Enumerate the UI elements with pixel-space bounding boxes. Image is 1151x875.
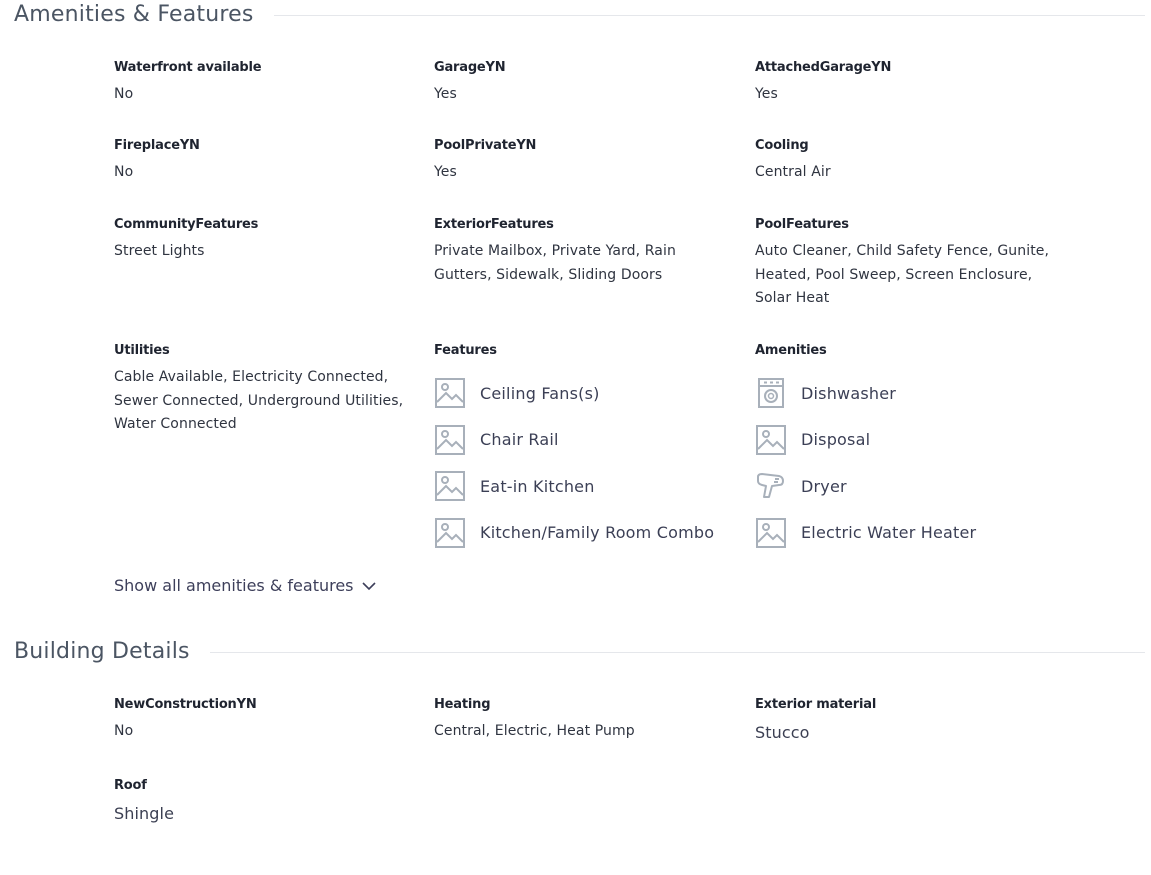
- field-heating: [434, 697, 734, 744]
- features-list: [434, 343, 734, 556]
- image-placeholder-icon: [434, 377, 466, 409]
- field-garage: [434, 60, 734, 107]
- amenity-item: [755, 510, 1055, 557]
- image-placeholder-icon: [434, 470, 466, 502]
- feature-item-label: Kitchen/Family Room Combo: [480, 523, 715, 543]
- field-label: CommunityFeatures: [114, 217, 259, 232]
- field-value: No: [114, 723, 134, 739]
- hair-dryer-icon: [755, 470, 787, 502]
- field-exterior-material: [755, 697, 1055, 745]
- field-value: Central Air: [755, 164, 831, 180]
- features-label: Features: [434, 343, 497, 358]
- field-label: PoolFeatures: [755, 217, 849, 232]
- field-value: Street Lights: [114, 243, 205, 259]
- amenities-section-header: [14, 2, 1145, 27]
- amenities-label: Amenities: [755, 343, 827, 358]
- field-label: Cooling: [755, 138, 809, 153]
- show-all-label: Show all amenities & features: [114, 576, 354, 595]
- field-label: GarageYN: [434, 60, 506, 75]
- field-fireplace: [114, 138, 414, 185]
- field-label: AttachedGarageYN: [755, 60, 892, 75]
- field-value: Yes: [755, 86, 778, 102]
- show-all-amenities-button[interactable]: [114, 576, 376, 595]
- field-value: Yes: [434, 164, 457, 180]
- amenity-item: [755, 370, 1055, 417]
- field-label: Exterior material: [755, 697, 877, 712]
- field-label: Waterfront available: [114, 60, 262, 75]
- amenity-item-label: Disposal: [801, 430, 871, 450]
- field-value: No: [114, 86, 134, 102]
- field-value: Cable Available, Electricity Connected, Sewer Connected, Underground Utilities, Water Connected: [114, 369, 404, 432]
- amenities-list: [755, 343, 1055, 556]
- section-divider: [274, 15, 1145, 16]
- feature-item-label: Ceiling Fans(s): [480, 383, 600, 403]
- field-utilities: [114, 343, 404, 437]
- field-value: Private Mailbox, Private Yard, Rain Gutters, Sidewalk, Sliding Doors: [434, 243, 676, 283]
- field-waterfront: [114, 60, 414, 107]
- field-label: FireplaceYN: [114, 138, 200, 153]
- field-value: Auto Cleaner, Child Safety Fence, Gunite, Heated, Pool Sweep, Screen Enclosure, Solar Heat: [755, 243, 1050, 306]
- image-placeholder-icon: [434, 517, 466, 549]
- field-label: Utilities: [114, 343, 170, 358]
- feature-item: [434, 510, 734, 557]
- feature-item: [434, 463, 734, 510]
- field-label: Roof: [114, 778, 147, 793]
- field-pool-private: [434, 138, 734, 185]
- amenity-item-label: Dishwasher: [801, 383, 897, 403]
- field-value: Stucco: [755, 723, 810, 742]
- building-section-header: [14, 639, 1145, 664]
- section-divider: [210, 652, 1145, 653]
- field-cooling: [755, 138, 1055, 185]
- amenity-item: [755, 417, 1055, 464]
- image-placeholder-icon: [755, 517, 787, 549]
- field-value: Yes: [434, 86, 457, 102]
- field-value: Central, Electric, Heat Pump: [434, 723, 635, 739]
- section-title: Building Details: [14, 639, 190, 664]
- amenity-item: [755, 463, 1055, 510]
- chevron-down-icon: [354, 581, 376, 591]
- feature-item-label: Eat-in Kitchen: [480, 476, 595, 496]
- feature-item: [434, 370, 734, 417]
- field-roof: [114, 778, 414, 826]
- field-label: ExteriorFeatures: [434, 217, 554, 232]
- field-label: NewConstructionYN: [114, 697, 257, 712]
- image-placeholder-icon: [434, 424, 466, 456]
- field-attached-garage: [755, 60, 1055, 107]
- feature-item-label: Chair Rail: [480, 430, 559, 450]
- field-label: Heating: [434, 697, 491, 712]
- dishwasher-icon: [755, 377, 787, 409]
- field-pool-features: [755, 217, 1055, 311]
- feature-item: [434, 417, 734, 464]
- section-title: Amenities & Features: [14, 2, 254, 27]
- field-label: PoolPrivateYN: [434, 138, 537, 153]
- image-placeholder-icon: [755, 424, 787, 456]
- field-value: No: [114, 164, 134, 180]
- field-value: Shingle: [114, 804, 175, 823]
- amenity-item-label: Dryer: [801, 476, 847, 496]
- field-new-construction: [114, 697, 414, 744]
- amenity-item-label: Electric Water Heater: [801, 523, 977, 543]
- field-exterior-features: [434, 217, 734, 287]
- field-community-features: [114, 217, 414, 264]
